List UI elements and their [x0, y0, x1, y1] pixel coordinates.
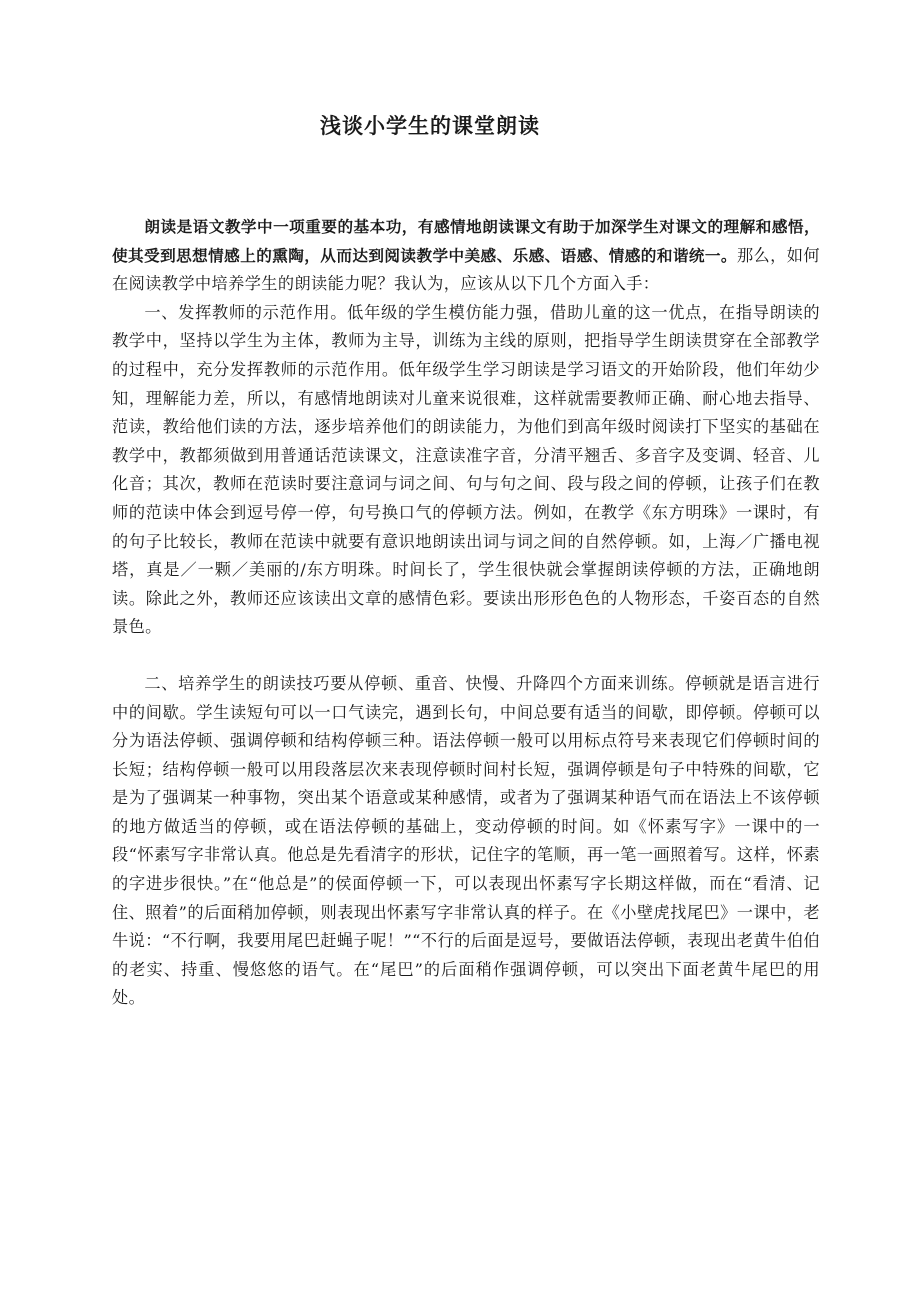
intro-paragraph: [112, 213, 820, 299]
section-2-paragraph: 二、培养学生的朗读技巧要从停顿、重音、快慢、升降四个方面来训练。停顿就是语言进行中的间歇。学生读短句可以一口气读完，遇到长句，中间总要有适当的间歇，即停顿。停顿可以分为语法停顿、强调停顿和结构停顿三种。语法停顿一般可以用标点符号来表现它们停顿时间的长短；结构停顿一般可以用段落层次来表现停顿时间村长短，强调停顿是句子中特殊的间歇，它是为了强调某一种事物，突出某个语意或某种感情，或者为了强调某种语气而在语法上不该停顿的地方做适当的停顿，或在语法停顿的基础上，变动停顿的时间。如《怀素写字》一课中的一段“怀素写字非常认真。他总是先看清字的形状，记住字的笔顺，再一笔一画照着写。这样，怀素的字进步很快。”在“他总是”的侯面停顿一下，可以表现出怀素写字长期这样做，而在“看清、记住、照着”的后面稍加停顿，则表现出怀素写字非常认真的样子。在《小壁虎找尾巴》一课中，老牛说：“不行啊，我要用尾巴赶蝇子呢！”“不行的后面是逗号，要做语法停顿，表现出老黄牛伯伯的老实、持重、慢悠悠的语气。在“尾巴”的后面稍作强调停顿，可以突出下面老黄牛尾巴的用处。: [112, 673, 820, 1008]
document-body: [112, 213, 820, 1013]
section-1-paragraph: 一、发挥教师的示范作用。低年级的学生模仿能力强，借助儿童的这一优点，在指导朗读的教学中，坚持以学生为主体，教师为主导，训练为主线的原则，把指导学生朗读贯穿在全部教学的过程中，充分发挥教师的示范作用。低年级学生学习朗读是学习语文的开始阶段，他们年幼少知，理解能力差，所以，有感情地朗读对儿童来说很难，这样就需要教师正确、耐心地去指导、范读，教给他们读的方法，逐步培养他们的朗读能力，为他们到高年级时阅读打下坚实的基础在教学中，教都须做到用普通话范读课文，注意读准字音，分清平翘舌、多音字及变调、轻音、儿化音；其次，教师在范读时要注意词与词之间、句与句之间、段与段之间的停顿，让孩子们在教师的范读中体会到逗号停一停，句号换口气的停顿方法。例如，在教学《东方明珠》一课时，有的句子比较长，教师在范读中就要有意识地朗读出词与词之间的自然停顿。如，上海／广播电视塔，真是／一颗／美丽的/东方明珠。时间长了，学生很快就会掌握朗读停顿的方法，正确地朗读。除此之外，教师还应该读出文章的感情色彩。要读出形形色色的人物形态，千姿百态的自然景色。: [112, 302, 820, 637]
intro-rest-text: 那么，如何在阅读教学中培养学生的朗读能力呢？我认为，应该从以下几个方面入手：: [112, 245, 820, 294]
paragraph-gap: [112, 642, 820, 670]
intro-bold-text: 朗读是语文教学中一项重要的基本功，有感情地朗读课文有助于加深学生对课文的理解和感悟，使其受到思想情感上的熏陶，从而达到阅读教学中美感、乐感、语感、情感的和谐统一。: [112, 218, 820, 265]
document-title: 浅谈小学生的课堂朗读: [320, 114, 540, 138]
